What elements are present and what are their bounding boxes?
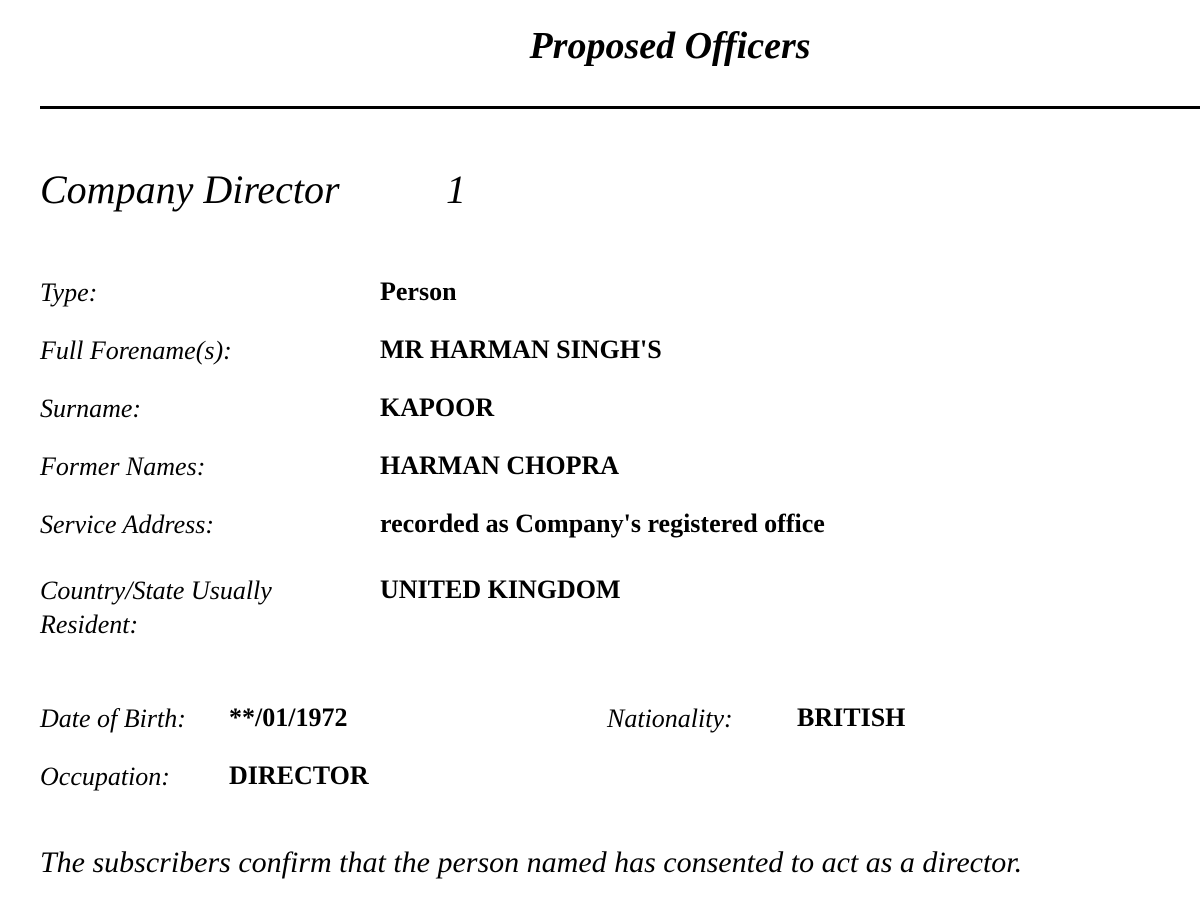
dob-label: Date of Birth: bbox=[40, 704, 186, 733]
country-resident-label-line2: Resident: bbox=[40, 610, 139, 639]
country-resident-value: UNITED KINGDOM bbox=[380, 575, 621, 604]
type-value: Person bbox=[380, 277, 457, 306]
occupation-label: Occupation: bbox=[40, 762, 170, 791]
nationality-value: BRITISH bbox=[797, 703, 906, 732]
surname-value: KAPOOR bbox=[380, 393, 495, 422]
dob-value: **/01/1972 bbox=[229, 703, 348, 732]
section-number: 1 bbox=[446, 167, 466, 212]
surname-label: Surname: bbox=[40, 394, 142, 423]
former-names-label: Former Names: bbox=[40, 452, 206, 481]
heading-divider bbox=[40, 106, 1200, 109]
page-heading: Proposed Officers bbox=[529, 25, 811, 67]
section-title: Company Director bbox=[40, 167, 340, 212]
type-label: Type: bbox=[40, 278, 98, 307]
nationality-label: Nationality: bbox=[607, 704, 733, 733]
occupation-value: DIRECTOR bbox=[229, 761, 369, 790]
forenames-value: MR HARMAN SINGH'S bbox=[380, 335, 662, 364]
country-resident-label-line1: Country/State Usually bbox=[40, 576, 272, 605]
forenames-label: Full Forename(s): bbox=[40, 336, 232, 365]
former-names-value: HARMAN CHOPRA bbox=[380, 451, 620, 480]
service-address-label: Service Address: bbox=[40, 510, 215, 539]
service-address-value: recorded as Company's registered office bbox=[380, 509, 825, 538]
consent-statement: The subscribers confirm that the person named has consented to act as a director. bbox=[40, 846, 1023, 879]
